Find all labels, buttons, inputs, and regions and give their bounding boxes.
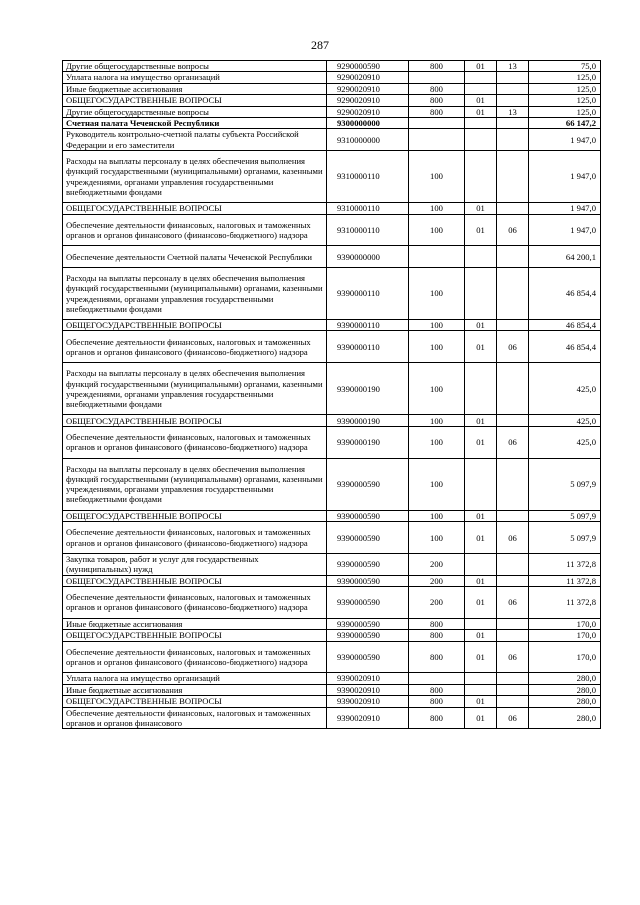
target-article-cell: 9390000110 [327,267,409,319]
target-article-cell: 9310000110 [327,214,409,246]
section-cell: 01 [465,331,497,363]
amount-cell: 425,0 [529,363,601,415]
table-row [63,95,601,106]
row-name-cell: Закупка товаров, работ и услуг для государственных (муниципальных) нужд [63,554,327,576]
row-name-cell: Обеспечение деятельности финансовых, налоговых и таможенных органов и органов финансового (финансово-бюджетного) надзора [63,641,327,673]
row-name-cell: Уплата налога на имущество организаций [63,72,327,83]
table-row [63,510,601,521]
target-article-cell: 9390000590 [327,575,409,586]
subsection-cell [497,684,529,695]
amount-cell: 125,0 [529,83,601,94]
row-name-cell: Иные бюджетные ассигнования [63,618,327,629]
amount-cell: 125,0 [529,106,601,117]
table-row [63,331,601,363]
amount-cell: 11 372,8 [529,587,601,619]
section-cell: 01 [465,415,497,426]
table-row [63,214,601,246]
expense-type-cell [409,129,465,151]
table-row [63,426,601,458]
subsection-cell [497,630,529,641]
expense-type-cell: 100 [409,522,465,554]
amount-cell: 280,0 [529,673,601,684]
amount-cell: 125,0 [529,95,601,106]
amount-cell: 1 947,0 [529,203,601,214]
row-name-cell: Расходы на выплаты персоналу в целях обеспечения выполнения функций государственными (муниципальными) органами, казенными учреждениями, органами управления государственными внебюджетными фондами [63,458,327,510]
subsection-cell [497,673,529,684]
section-cell: 01 [465,696,497,707]
row-name-cell: ОБЩЕГОСУДАРСТВЕННЫЕ ВОПРОСЫ [63,203,327,214]
section-cell: 01 [465,641,497,673]
expense-type-cell: 200 [409,554,465,576]
section-cell [465,117,497,128]
amount-cell: 1 947,0 [529,150,601,202]
amount-cell: 46 854,4 [529,267,601,319]
row-name-cell: Обеспечение деятельности финансовых, налоговых и таможенных органов и органов финансового (финансово-бюджетного) надзора [63,587,327,619]
table-row [63,267,601,319]
expense-type-cell: 800 [409,83,465,94]
subsection-cell: 13 [497,61,529,72]
table-row [63,673,601,684]
amount-cell: 11 372,8 [529,554,601,576]
amount-cell: 5 097,9 [529,510,601,521]
expense-type-cell: 800 [409,61,465,72]
row-name-cell: Иные бюджетные ассигнования [63,684,327,695]
table-row [63,320,601,331]
row-name-cell: Обеспечение деятельности Счетной палаты Чеченской Республики [63,246,327,268]
amount-cell: 125,0 [529,72,601,83]
table-row [63,117,601,128]
row-name-cell: Обеспечение деятельности финансовых, налоговых и таможенных органов и органов финансового (финансово-бюджетного) надзора [63,214,327,246]
target-article-cell: 9290020910 [327,106,409,117]
amount-cell: 425,0 [529,426,601,458]
expense-type-cell: 100 [409,320,465,331]
section-cell: 01 [465,95,497,106]
section-cell [465,458,497,510]
expense-type-cell: 100 [409,510,465,521]
section-cell: 01 [465,61,497,72]
section-cell: 01 [465,575,497,586]
row-name-cell: Обеспечение деятельности финансовых, налоговых и таможенных органов и органов финансового (финансово-бюджетного) надзора [63,426,327,458]
section-cell [465,246,497,268]
amount-cell: 66 147,2 [529,117,601,128]
table-row [63,458,601,510]
expense-type-cell: 800 [409,641,465,673]
section-cell [465,129,497,151]
section-cell: 01 [465,630,497,641]
section-cell [465,83,497,94]
expense-type-cell: 100 [409,203,465,214]
subsection-cell: 06 [497,641,529,673]
table-row [63,129,601,151]
target-article-cell: 9290020910 [327,72,409,83]
target-article-cell: 9290020910 [327,95,409,106]
row-name-cell: Обеспечение деятельности финансовых, налоговых и таможенных органов и органов финансового [63,707,327,729]
amount-cell: 5 097,9 [529,522,601,554]
table-row [63,363,601,415]
table-row [63,203,601,214]
target-article-cell: 9390000590 [327,554,409,576]
row-name-cell: Руководитель контрольно-счетной палаты субъекта Российской Федерации и его заместители [63,129,327,151]
amount-cell: 425,0 [529,415,601,426]
expense-type-cell: 800 [409,707,465,729]
section-cell: 01 [465,426,497,458]
section-cell [465,673,497,684]
target-article-cell: 9310000110 [327,150,409,202]
target-article-cell: 9290000590 [327,61,409,72]
subsection-cell [497,267,529,319]
table-row [63,61,601,72]
expense-type-cell [409,673,465,684]
target-article-cell: 9390000590 [327,630,409,641]
subsection-cell: 06 [497,214,529,246]
subsection-cell [497,72,529,83]
expense-type-cell [409,117,465,128]
row-name-cell: ОБЩЕГОСУДАРСТВЕННЫЕ ВОПРОСЫ [63,696,327,707]
table-row [63,150,601,202]
table-row [63,106,601,117]
target-article-cell: 9390000110 [327,331,409,363]
row-name-cell: ОБЩЕГОСУДАРСТВЕННЫЕ ВОПРОСЫ [63,95,327,106]
expense-type-cell: 100 [409,214,465,246]
section-cell [465,267,497,319]
row-name-cell: Другие общегосударственные вопросы [63,61,327,72]
target-article-cell: 9390000110 [327,320,409,331]
subsection-cell: 06 [497,707,529,729]
table-row [63,522,601,554]
target-article-cell: 9390000000 [327,246,409,268]
subsection-cell: 13 [497,106,529,117]
subsection-cell [497,150,529,202]
amount-cell: 5 097,9 [529,458,601,510]
section-cell: 01 [465,320,497,331]
row-name-cell: ОБЩЕГОСУДАРСТВЕННЫЕ ВОПРОСЫ [63,320,327,331]
expense-type-cell: 200 [409,587,465,619]
expense-type-cell: 100 [409,267,465,319]
row-name-cell: Обеспечение деятельности финансовых, налоговых и таможенных органов и органов финансового (финансово-бюджетного) надзора [63,331,327,363]
table-row [63,641,601,673]
amount-cell: 170,0 [529,630,601,641]
subsection-cell [497,458,529,510]
target-article-cell: 9390000590 [327,510,409,521]
row-name-cell: Другие общегосударственные вопросы [63,106,327,117]
expense-type-cell [409,246,465,268]
amount-cell: 280,0 [529,696,601,707]
row-name-cell: ОБЩЕГОСУДАРСТВЕННЫЕ ВОПРОСЫ [63,510,327,521]
row-name-cell: Расходы на выплаты персоналу в целях обеспечения выполнения функций государственными (муниципальными) органами, казенными учреждениями, органами управления государственными внебюджетными фондами [63,267,327,319]
amount-cell: 1 947,0 [529,129,601,151]
subsection-cell [497,575,529,586]
table-row [63,72,601,83]
expense-type-cell: 800 [409,618,465,629]
target-article-cell: 9390000590 [327,587,409,619]
section-cell [465,684,497,695]
subsection-cell [497,415,529,426]
section-cell: 01 [465,214,497,246]
target-article-cell: 9390000190 [327,426,409,458]
target-article-cell: 9390000590 [327,641,409,673]
expense-type-cell: 800 [409,106,465,117]
subsection-cell: 06 [497,522,529,554]
subsection-cell [497,203,529,214]
target-article-cell: 9310000110 [327,203,409,214]
section-cell: 01 [465,522,497,554]
amount-cell: 46 854,4 [529,331,601,363]
amount-cell: 280,0 [529,684,601,695]
target-article-cell: 9290020910 [327,83,409,94]
section-cell [465,150,497,202]
table-row [63,575,601,586]
expense-type-cell: 100 [409,458,465,510]
page-number: 287 [311,38,329,52]
target-article-cell: 9390020910 [327,707,409,729]
expense-type-cell: 100 [409,331,465,363]
row-name-cell: Счетная палата Чеченской Республики [63,117,327,128]
subsection-cell [497,129,529,151]
target-article-cell: 9390020910 [327,696,409,707]
amount-cell: 170,0 [529,618,601,629]
table-row [63,684,601,695]
subsection-cell [497,618,529,629]
section-cell: 01 [465,587,497,619]
table-row [63,707,601,729]
section-cell [465,554,497,576]
expense-type-cell: 800 [409,696,465,707]
amount-cell: 75,0 [529,61,601,72]
table-row [63,696,601,707]
subsection-cell [497,246,529,268]
expense-type-cell: 200 [409,575,465,586]
section-cell: 01 [465,510,497,521]
budget-table-body [63,61,601,729]
row-name-cell: Иные бюджетные ассигнования [63,83,327,94]
table-row [63,246,601,268]
expense-type-cell: 100 [409,363,465,415]
subsection-cell [497,117,529,128]
subsection-cell [497,363,529,415]
subsection-cell [497,510,529,521]
section-cell: 01 [465,203,497,214]
target-article-cell: 9390020910 [327,673,409,684]
expense-type-cell: 800 [409,684,465,695]
target-article-cell: 9390000190 [327,415,409,426]
target-article-cell: 9390020910 [327,684,409,695]
row-name-cell: ОБЩЕГОСУДАРСТВЕННЫЕ ВОПРОСЫ [63,575,327,586]
table-row [63,83,601,94]
subsection-cell [497,696,529,707]
subsection-cell [497,95,529,106]
expense-type-cell: 100 [409,150,465,202]
section-cell [465,363,497,415]
subsection-cell [497,83,529,94]
target-article-cell: 9390000590 [327,522,409,554]
section-cell: 01 [465,106,497,117]
row-name-cell: ОБЩЕГОСУДАРСТВЕННЫЕ ВОПРОСЫ [63,415,327,426]
section-cell: 01 [465,707,497,729]
subsection-cell [497,554,529,576]
table-row [63,415,601,426]
section-cell [465,72,497,83]
subsection-cell: 06 [497,331,529,363]
expense-type-cell: 800 [409,95,465,106]
table-row [63,630,601,641]
row-name-cell: ОБЩЕГОСУДАРСТВЕННЫЕ ВОПРОСЫ [63,630,327,641]
amount-cell: 11 372,8 [529,575,601,586]
amount-cell: 1 947,0 [529,214,601,246]
amount-cell: 280,0 [529,707,601,729]
table-row [63,554,601,576]
target-article-cell: 9300000000 [327,117,409,128]
row-name-cell: Уплата налога на имущество организаций [63,673,327,684]
row-name-cell: Обеспечение деятельности финансовых, налоговых и таможенных органов и органов финансового (финансово-бюджетного) надзора [63,522,327,554]
amount-cell: 46 854,4 [529,320,601,331]
subsection-cell: 06 [497,587,529,619]
expense-type-cell: 100 [409,426,465,458]
expense-type-cell: 800 [409,630,465,641]
table-row [63,618,601,629]
expense-type-cell [409,72,465,83]
subsection-cell [497,320,529,331]
row-name-cell: Расходы на выплаты персоналу в целях обеспечения выполнения функций государственными (муниципальными) органами, казенными учреждениями, органами управления государственными внебюджетными фондами [63,150,327,202]
subsection-cell: 06 [497,426,529,458]
target-article-cell: 9390000190 [327,363,409,415]
expense-type-cell: 100 [409,415,465,426]
row-name-cell: Расходы на выплаты персоналу в целях обеспечения выполнения функций государственными (муниципальными) органами, казенными учреждениями, органами управления государственными внебюджетными фондами [63,363,327,415]
section-cell [465,618,497,629]
target-article-cell: 9390000590 [327,458,409,510]
target-article-cell: 9310000000 [327,129,409,151]
amount-cell: 64 200,1 [529,246,601,268]
target-article-cell: 9390000590 [327,618,409,629]
budget-table [62,60,601,729]
table-row [63,587,601,619]
amount-cell: 170,0 [529,641,601,673]
